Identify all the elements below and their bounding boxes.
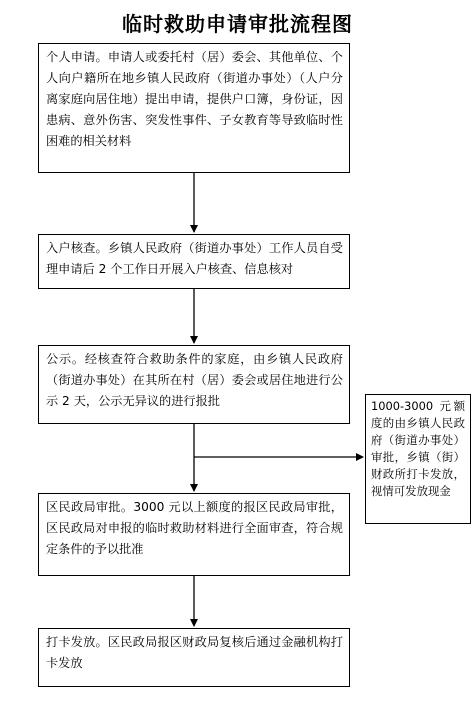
step-text: 入户核查。乡镇人民政府（街道办事处）工作人员自受理申请后 2 个工作日开展入户核查、信息核对: [46, 241, 343, 276]
step-card-disbursement: [38, 628, 350, 687]
side-branch-text: 1000-3000 元额度的由乡镇人民政府（街道办事处）审批，乡镇（街）财政所打卡发放，视情可发放现金: [371, 399, 465, 498]
step-text: 打卡发放。区民政局报区财政局复核后通过金融机构打卡发放: [46, 635, 343, 670]
step-personal-application: [38, 43, 350, 173]
step-text: 个人申请。申请人或委托村（居）委会、其他单位、个人向户籍所在地乡镇人民政府（街道办事处）（人户分离家庭向居住地）提出申请，提供户口簿，身份证，因患病、意外伤害、突发性事件、子女教育等导致临时性困难的相关材料: [46, 50, 343, 148]
step-district-approval: [38, 493, 350, 576]
page-title: 临时救助申请审批流程图: [122, 12, 353, 36]
side-branch-township-approval: [365, 394, 471, 524]
step-public-notice: [38, 345, 350, 424]
step-home-verification: [38, 234, 350, 289]
step-text: 公示。经核查符合救助条件的家庭，由乡镇人民政府（街道办事处）在其所在村（居）委会或居住地进行公示 2 天，公示无异议的进行报批: [46, 352, 343, 408]
step-text: 区民政局审批。3000 元以上额度的报区民政局审批，区民政局对申报的临时救助材料进行全面审查，符合规定条件的予以批准: [46, 500, 343, 556]
